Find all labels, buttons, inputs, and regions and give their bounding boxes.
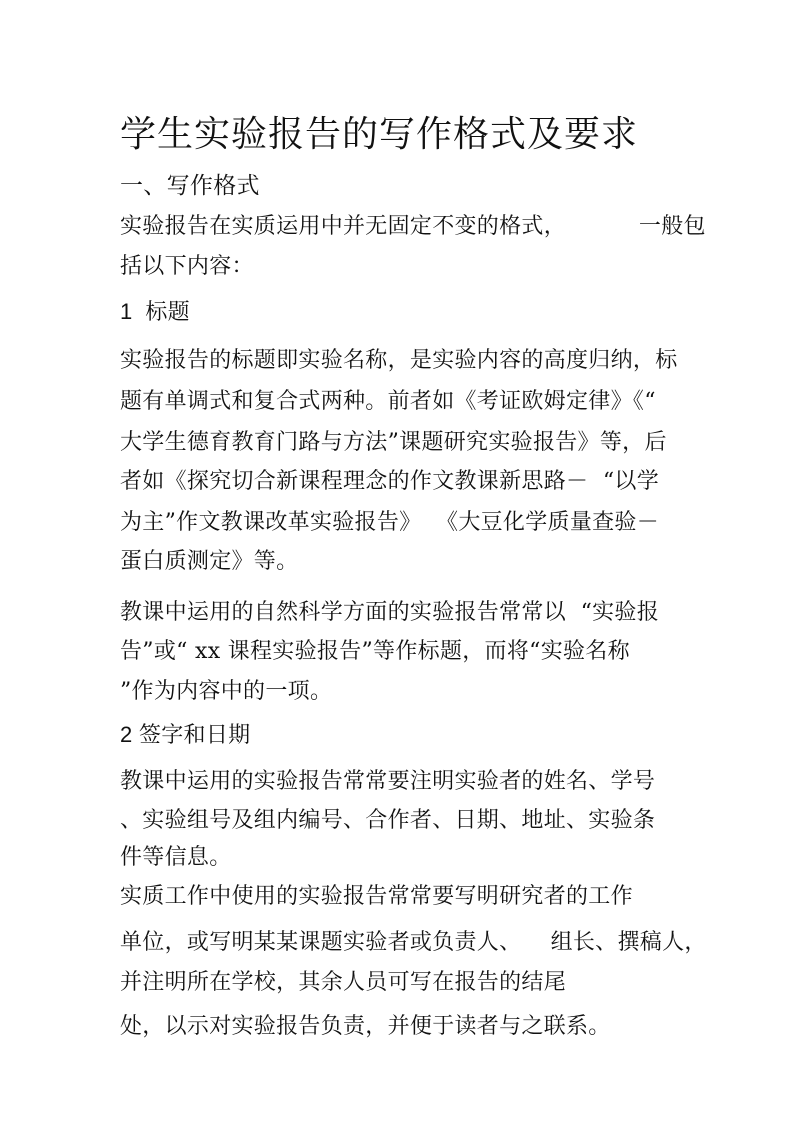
paragraph-line: 题有单调式和复合式两种。前者如《考证欧姆定律》《“ (120, 389, 656, 414)
paragraph-line: 蛋白质测定》等。 (120, 549, 299, 574)
paragraph-line: ”作为内容中的一项。 (120, 679, 333, 704)
intro-line: 实验报告在实质运用中并无固定不变的格式， 一般包 (120, 214, 706, 239)
paragraph-line: 教课中运用的实验报告常常要注明实验者的姓名、学号 (120, 769, 656, 794)
paragraph-line: 教课中运用的自然科学方面的实验报告常常以 “实验报 (120, 600, 660, 625)
item-heading-title: 1 标题 (120, 299, 190, 324)
paragraph-line: 件等信息。 (120, 845, 232, 870)
document-title: 学生实验报告的写作格式及要求 (120, 114, 639, 155)
item-heading-signature-date: 2 签字和日期 (120, 722, 251, 747)
paragraph-line: 为主”作文教课改革实验报告》 《大豆化学质量查验－ (120, 510, 660, 535)
section-heading: 一、写作格式 (120, 173, 260, 199)
paragraph-line: 、实验组号及组内编号、合作者、日期、地址、实验条 (120, 808, 656, 833)
paragraph-line: 实质工作中使用的实验报告常常要写明研究者的工作 (120, 884, 633, 909)
paragraph-line: 并注明所在学校，其余人员可写在报告的结尾 (120, 970, 567, 995)
paragraph-line: 者如《探究切合新课程理念的作文教课新思路－ “以学 (120, 469, 660, 494)
paragraph-line: 单位，或写明某某课题实验者或负责人、 组长、撰稿人， (120, 930, 707, 955)
intro-line: 括以下内容： (120, 254, 254, 279)
paragraph-line: 大学生德育教育门路与方法”课题研究实验报告》等，后 (120, 430, 667, 455)
paragraph-line: 处，以示对实验报告负责，并便于读者与之联系。 (120, 1014, 611, 1039)
paragraph-line: 告”或“ xx 课程实验报告”等作标题，而将“实验名称 (120, 639, 630, 664)
paragraph-line: 实验报告的标题即实验名称，是实验内容的高度归纳，标 (120, 348, 678, 373)
